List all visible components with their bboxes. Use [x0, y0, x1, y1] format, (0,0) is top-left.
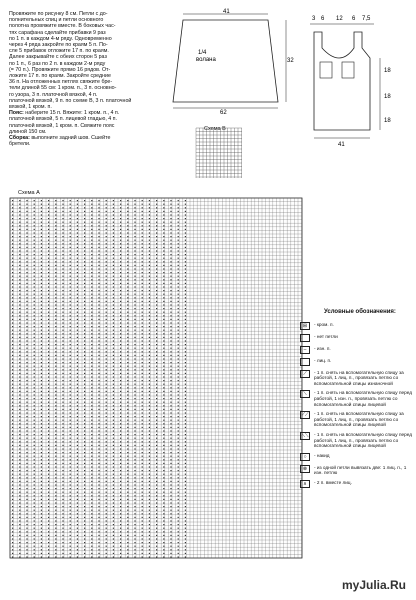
flounce-bottom-dim: 62 — [220, 110, 227, 116]
legend-text: - 1 п. снять на вспомогательную спицу перед работой, 1 лиц. п., провязать петлю со вспомогательной спицы лицевой — [314, 431, 412, 449]
legend-text: - нет петли — [314, 333, 338, 339]
front-dim-2: 6 — [321, 16, 325, 22]
legend-item — [300, 322, 412, 330]
legend-symbol-icon: ⟋ — [300, 370, 310, 378]
legend-symbol-icon: ⟋⟋ — [301, 412, 309, 419]
instruction-line: по 1 п., 6 раз по 2 п. в каждом 2-м ряду — [9, 60, 106, 67]
schema-b-chart — [196, 128, 242, 178]
belt-line: платочной вязкой, 5 п. лицевой гладью, 4 п. — [9, 116, 118, 123]
legend-item — [300, 432, 412, 449]
legend-item — [300, 411, 412, 428]
legend-text: - лиц. п. — [314, 357, 332, 363]
front-bottom-dim: 41 — [338, 142, 345, 148]
instruction-line: через 4 ряда закройте по краям 5 п. По- — [9, 42, 108, 49]
legend-text: - изн. п. — [314, 345, 331, 351]
flounce-label-word: волана — [196, 57, 216, 63]
legend-text: - 1 п. снять на вспомогательную спицу перед работой, 1 изн. п., провязать петлю со вспомогательной спицы лицевой — [314, 390, 412, 407]
front-dim-r1: 18 — [384, 68, 391, 74]
instruction-line: Далее закрывайте с обеих сторон 5 раз — [9, 54, 107, 61]
legend-text: - из одной петли вывязать две: 1 лиц. п., 1 изн. петлю — [314, 464, 407, 476]
instruction-line: Провяжите по рисунку 8 см. Петли с до- — [9, 11, 108, 17]
legend-item — [300, 358, 412, 366]
belt-label: Пояс: — [9, 110, 24, 117]
site-watermark: myJulia.Ru — [341, 578, 406, 592]
schema-a-title: Схема А — [18, 190, 40, 196]
legend-text: - 1 п. снять на вспомогательную спицу за работой, 1 лиц. п., провязать петлю со вспомогательной спицы изнаночной — [314, 369, 404, 386]
instruction-line: полнительных спиц и петли основного — [9, 17, 104, 24]
instruction-line: полотна провяжите вместе. В боковых час- — [9, 23, 116, 30]
assembly-paragraph — [9, 135, 156, 147]
belt-line: наберите 15 п. Вяжите: 1 кром. п., 4 п. — [25, 110, 120, 117]
belt-line: длиной 150 см. — [9, 128, 47, 135]
instruction-line: тях сарафана сделайте прибавки 9 раз — [9, 29, 106, 36]
instruction-line: вязкой, 1 кром. п. — [9, 104, 52, 111]
legend-item — [300, 480, 412, 488]
belt-line: платочной вязкой, 1 кром. п. Свяжите пояс — [9, 122, 115, 129]
assembly-line: выполните задний шов. Сшейте — [31, 135, 111, 142]
flounce-diagram — [168, 10, 293, 115]
legend-text: - 2 п. вместе лиц. — [314, 479, 352, 485]
front-dim-3: 12 — [336, 16, 343, 22]
legend-text: - 1 п. снять на вспомогательную спицу за работой, 1 лиц. п., провязать петлю со вспомогательной спицы лицевой — [314, 411, 404, 428]
instructions-text — [9, 11, 156, 147]
legend-item — [300, 465, 412, 476]
instruction-line: (= 70 п.). Провяжите прямо 16 рядов. От- — [9, 66, 111, 73]
instruction-line: сле 5 прибавок отложите 17 п. по краям. — [9, 48, 109, 55]
legend-symbol-icon: ⊞ — [300, 322, 310, 330]
assembly-label: Сборка: — [9, 135, 30, 142]
front-diagram — [304, 10, 412, 175]
legend-symbol-icon: ⊗ — [300, 465, 310, 473]
legend-text: - накид — [314, 452, 330, 458]
schema-a-chart — [10, 198, 302, 558]
legend-item — [300, 346, 412, 354]
instruction-line: платочной вязкой, 9 п. по схеме В, 3 п. платочной — [9, 97, 132, 104]
schema-b-title: Схема В — [204, 126, 226, 132]
belt-paragraph — [9, 110, 156, 135]
instruction-line: по 1 п. в каждом 4-м ряду. Одновременно — [9, 35, 112, 42]
legend-item — [300, 390, 412, 407]
flounce-right-dim: 32 — [287, 58, 294, 64]
legend-items — [300, 322, 412, 488]
legend-symbol-icon: ∧ — [300, 480, 310, 488]
legend-symbol-icon: ⟍⟍ — [301, 432, 309, 439]
legend-item — [300, 370, 412, 387]
flounce-label-fraction: 1/4 — [198, 50, 207, 56]
instruction-line: тели длиной 55 см: 1 кром. п., 3 п. основно- — [9, 85, 117, 92]
legend-symbol-icon — [300, 358, 310, 366]
instruction-line: го узора, 3 п. платочной вязкой, 4 п. — [9, 91, 98, 98]
front-dim-r3: 18 — [384, 118, 391, 124]
instruction-line: ложите 17 п. по краям. Закройте средние — [9, 73, 111, 80]
front-dim-1: 3 — [312, 16, 316, 22]
legend-symbol-icon: ⟍ — [300, 390, 310, 398]
assembly-line: бретели. — [9, 141, 31, 148]
front-dim-4: 6 — [352, 16, 356, 22]
front-dim-5: 7,5 — [362, 16, 371, 22]
instruction-line: 36 п. На отложенных петлях свяжите бре- — [9, 79, 113, 86]
flounce-top-dim: 41 — [223, 9, 230, 15]
legend-item — [300, 334, 412, 342]
legend-title: Условные обозначения: — [324, 309, 396, 315]
legend-item — [300, 453, 412, 461]
legend-text: - кром. п. — [314, 321, 334, 327]
front-dim-r2: 18 — [384, 94, 391, 100]
legend-symbol-icon — [300, 334, 310, 342]
belt-lines — [9, 110, 119, 135]
legend-symbol-icon: – — [300, 346, 310, 354]
legend — [300, 310, 412, 492]
legend-symbol-icon: ○ — [300, 453, 310, 461]
instructions-lines — [9, 11, 156, 110]
